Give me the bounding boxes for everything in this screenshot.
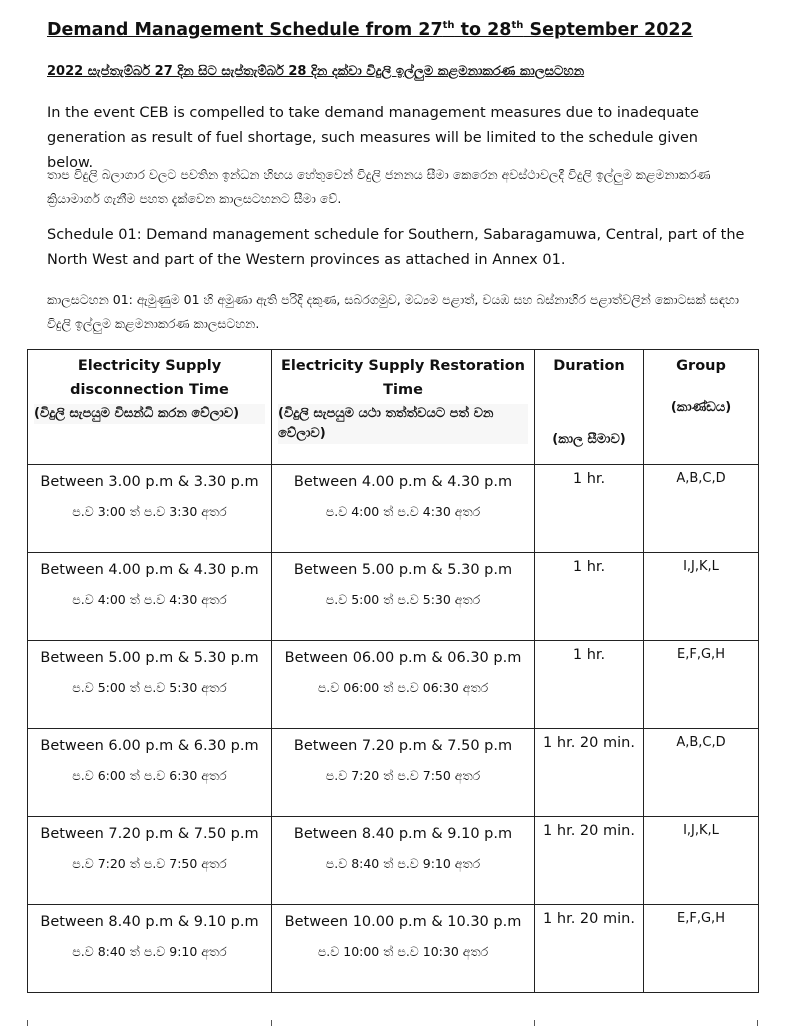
duration-cell: 1 hr. xyxy=(535,641,644,729)
title-part-2: to 28 xyxy=(454,20,512,40)
page-edge-mark xyxy=(534,1020,535,1026)
restoration-cell xyxy=(272,641,535,729)
header-duration xyxy=(535,350,644,465)
disconnection-time-en: Between 4.00 p.m & 4.30 p.m xyxy=(40,562,259,578)
duration-cell: 1 hr. 20 min. xyxy=(535,817,644,905)
table-row xyxy=(28,641,759,729)
schedule-paragraph-english: Schedule 01: Demand management schedule for Southern, Sabaragamuwa, Central, part of the North West and part of the Western provinces as attached in Annex 01. xyxy=(47,227,745,268)
restoration-time-en: Between 8.40 p.m & 9.10 p.m xyxy=(293,826,513,842)
disconnection-cell xyxy=(28,465,272,553)
restoration-time-en: Between 7.20 p.m & 7.50 p.m xyxy=(293,738,513,754)
disconnection-time-si: ප.ව 7:20 ත් ප.ව 7:50 අතර xyxy=(72,856,227,871)
title-superscript-2: th xyxy=(511,20,524,32)
title-part-3: September 2022 xyxy=(523,20,693,40)
disconnection-time-en: Between 5.00 p.m & 5.30 p.m xyxy=(40,650,259,666)
header-duration-si: (කාල සීමාව) xyxy=(552,432,626,447)
table-row xyxy=(28,817,759,905)
header-restoration-time xyxy=(272,350,535,465)
document-subtitle-sinhala: 2022 සැප්තැම්බර් 27 දින සිට සැප්තැම්බර් 28 දින දක්වා විදුලි ඉල්ලුම කළමනාකරණ කාලසටහන xyxy=(47,64,585,79)
group-cell: A,B,C,D xyxy=(644,465,759,553)
restoration-time-en: Between 4.00 p.m & 4.30 p.m xyxy=(293,474,513,490)
restoration-time-si: ප.ව 7:20 ත් ප.ව 7:50 අතර xyxy=(325,768,481,783)
page-edge-mark xyxy=(757,1020,758,1026)
restoration-time-si: ප.ව 8:40 ත් ප.ව 9:10 අතර xyxy=(325,856,481,871)
restoration-cell xyxy=(272,465,535,553)
restoration-time-si: ප.ව 10:00 ත් ප.ව 10:30 අතර xyxy=(317,944,489,959)
restoration-cell xyxy=(272,817,535,905)
group-cell: I,J,K,L xyxy=(644,817,759,905)
page-edge-mark xyxy=(27,1020,28,1026)
group-cell: A,B,C,D xyxy=(644,729,759,817)
group-cell: E,F,G,H xyxy=(644,641,759,729)
restoration-time-en: Between 5.00 p.m & 5.30 p.m xyxy=(293,562,513,578)
disconnection-time-si: ප.ව 6:00 ත් ප.ව 6:30 අතර xyxy=(72,768,227,783)
header-group-si: (කාණ්ඩය) xyxy=(670,400,732,415)
restoration-cell xyxy=(272,729,535,817)
disconnection-cell xyxy=(28,641,272,729)
disconnection-cell xyxy=(28,817,272,905)
page-edge-mark xyxy=(271,1020,272,1026)
title-part-1: Demand Management Schedule from 27 xyxy=(47,20,443,40)
header-group xyxy=(644,350,759,465)
header-disconnection-en: Electricity Supply disconnection Time xyxy=(70,358,229,398)
intro-paragraph-sinhala: තාප විදුලි බලාගාර වලට පවතින ඉන්ධන හිඟය හේතුවෙන් විදුලි ජනනය සීමා කෙරෙන අවස්ථාවලදී විදුලි ඉල්ලුම කළමනාකරණ ක්‍රියාමාර්ග ගැනීම පහත දැක්වෙන කාලසටහනට සීමා වේ. xyxy=(47,167,711,206)
restoration-time-si: ප.ව 4:00 ත් ප.ව 4:30 අතර xyxy=(325,504,481,519)
table-row xyxy=(28,465,759,553)
disconnection-cell xyxy=(28,553,272,641)
header-disconnection-time xyxy=(28,350,272,465)
title-superscript-1: th xyxy=(442,20,455,32)
disconnection-cell xyxy=(28,729,272,817)
duration-cell: 1 hr. xyxy=(535,465,644,553)
restoration-time-en: Between 06.00 p.m & 06.30 p.m xyxy=(284,650,522,666)
schedule-paragraph-sinhala: කාලසටහන 01: ඇමුණුම 01 හි අමුණා ඇති පරිදි දකුණ, සබරගමුව, මධ්‍යම පළාත්, වයඹ සහ බස්නාහිර පළාත්වලින් කොටසක් සඳහා විදුලි ඉල්ලුම කළමනාකරණ කාලසටහන. xyxy=(47,292,739,331)
group-cell: E,F,G,H xyxy=(644,905,759,993)
disconnection-time-si: ප.ව 5:00 ත් ප.ව 5:30 අතර xyxy=(72,680,227,695)
disconnection-time-en: Between 7.20 p.m & 7.50 p.m xyxy=(40,826,259,842)
header-restoration-en: Electricity Supply Restoration Time xyxy=(281,358,525,398)
header-disconnection-si: (විදුලි සැපයුම විසන්ධි කරන වේලාව) xyxy=(34,404,265,424)
restoration-cell xyxy=(272,553,535,641)
disconnection-time-si: ප.ව 4:00 ත් ප.ව 4:30 අතර xyxy=(72,592,227,607)
restoration-cell xyxy=(272,905,535,993)
table-row xyxy=(28,553,759,641)
duration-cell: 1 hr. 20 min. xyxy=(535,729,644,817)
document-title xyxy=(47,20,693,40)
header-duration-en: Duration xyxy=(553,358,625,374)
disconnection-time-en: Between 3.00 p.m & 3.30 p.m xyxy=(40,474,259,490)
restoration-time-si: ප.ව 06:00 ත් ප.ව 06:30 අතර xyxy=(317,680,489,695)
group-cell: I,J,K,L xyxy=(644,553,759,641)
restoration-time-en: Between 10.00 p.m & 10.30 p.m xyxy=(284,914,522,930)
disconnection-time-si: ප.ව 3:00 ත් ප.ව 3:30 අතර xyxy=(72,504,227,519)
duration-cell: 1 hr. 20 min. xyxy=(535,905,644,993)
table-header-row xyxy=(28,350,759,465)
disconnection-time-en: Between 8.40 p.m & 9.10 p.m xyxy=(40,914,259,930)
header-restoration-si: (විදුලි සැපයුම යථා තත්ත්වයට පත් වන වේලාව) xyxy=(278,404,528,444)
disconnection-time-si: ප.ව 8:40 ත් ප.ව 9:10 අතර xyxy=(72,944,227,959)
disconnection-time-en: Between 6.00 p.m & 6.30 p.m xyxy=(40,738,259,754)
intro-paragraph-english: In the event CEB is compelled to take demand management measures due to inadequate generation as result of fuel shortage, such measures will be limited to the schedule given below. xyxy=(47,105,699,171)
header-group-en: Group xyxy=(676,358,726,374)
table-row xyxy=(28,905,759,993)
disconnection-cell xyxy=(28,905,272,993)
table-row xyxy=(28,729,759,817)
schedule-table xyxy=(27,349,759,993)
duration-cell: 1 hr. xyxy=(535,553,644,641)
restoration-time-si: ප.ව 5:00 ත් ප.ව 5:30 අතර xyxy=(325,592,481,607)
